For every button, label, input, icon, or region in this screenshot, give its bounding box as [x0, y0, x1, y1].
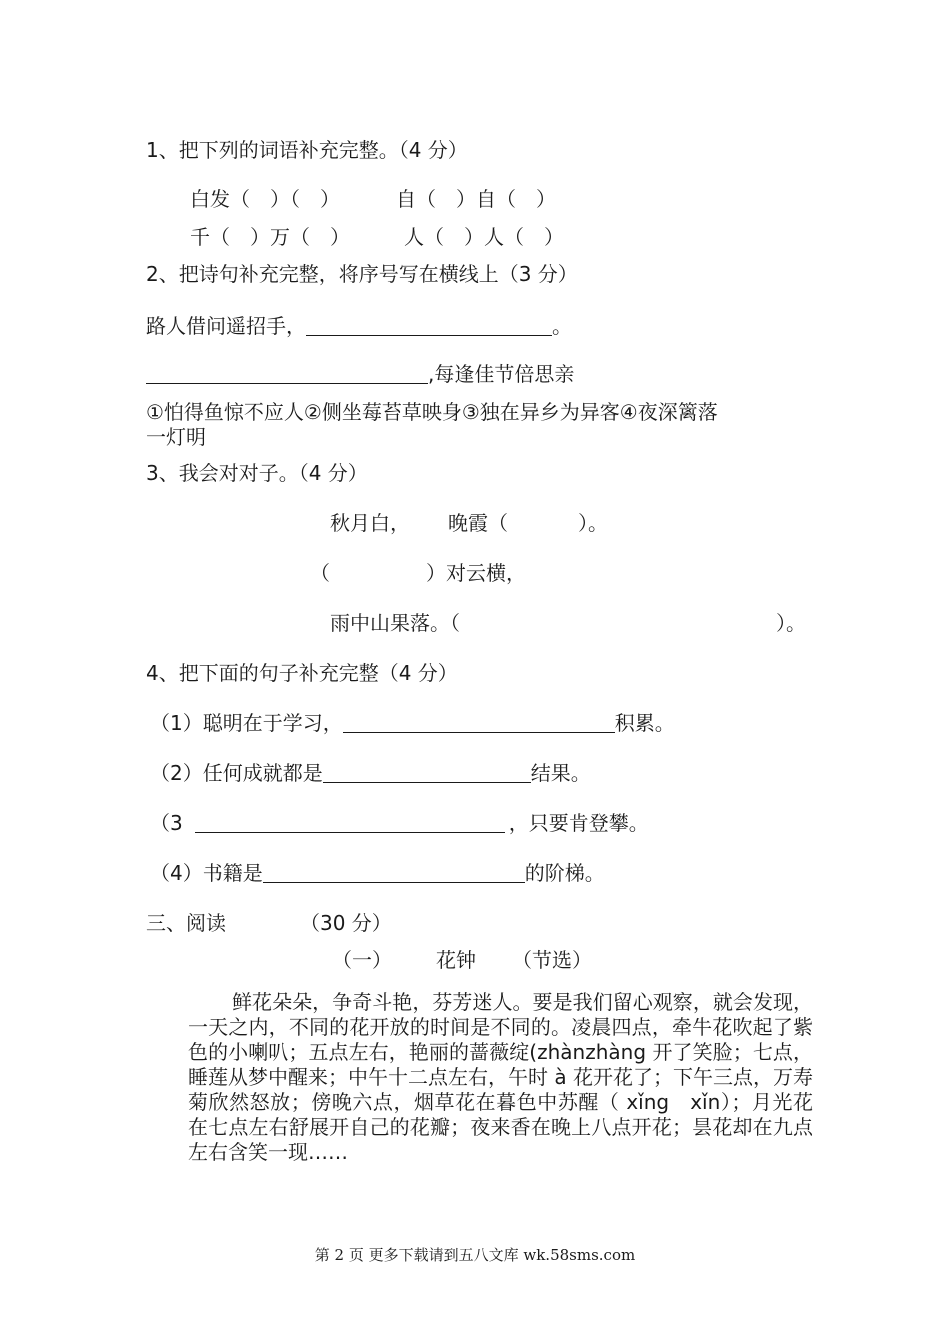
- q2-options-line2: 一灯明: [146, 425, 206, 449]
- q4-s4-a: （4）书籍是: [150, 861, 263, 885]
- q3-pair2-a: （: [310, 561, 330, 585]
- q3-pair1-c: ）。: [578, 511, 608, 535]
- q4-sentence-2: [150, 760, 591, 786]
- q4-sentence-1: [150, 710, 675, 736]
- reading-passage: [188, 990, 813, 1165]
- q2-line1-text: 路人借问遥招手，: [146, 314, 306, 338]
- q4-s1-a: （1）聪明在于学习，: [150, 711, 343, 735]
- answer-blank[interactable]: [146, 363, 428, 384]
- q3-title: 3、我会对对子。（4 分）: [146, 461, 368, 485]
- passage-line: 鲜花朵朵，争奇斗艳，芬芳迷人。要是我们留心观察，就: [232, 990, 733, 1014]
- passage-number: （一）: [332, 948, 392, 972]
- passage-line: zhàng 开了笑脸；七点，睡莲从梦中醒来；中午十二点左右，: [188, 1040, 813, 1089]
- passage-line: 一现……: [268, 1140, 348, 1164]
- q4-s3-a: （3: [150, 811, 183, 835]
- q1-title: 1、把下列的词语补充完整。（4 分）: [146, 138, 468, 162]
- q4-s2-b: 结果。: [530, 761, 591, 785]
- passage-line: 午时 à 花开花了；下午三点，万寿菊欣然怒放；傍晚六点，烟: [188, 1065, 813, 1114]
- q2-line2: [146, 361, 574, 387]
- answer-blank[interactable]: [263, 862, 525, 883]
- q3-pair1-b: 晚霞（: [448, 511, 508, 535]
- q3-pair1-a: 秋月白，: [330, 511, 410, 535]
- q2-line1-end: 。: [552, 314, 572, 338]
- q4-s2-a: （2）任何成就都是: [150, 761, 323, 785]
- answer-blank[interactable]: [323, 762, 531, 783]
- q4-s3-b: ，只要肯登攀。: [508, 811, 649, 835]
- q2-line2-text: ,每逢佳节倍思亲: [428, 362, 575, 386]
- q4-sentence-3: [150, 810, 649, 836]
- reading-title: 三、阅读: [146, 911, 226, 935]
- q4-title: 4、把下面的句子补充完整（4 分）: [146, 661, 458, 685]
- passage-line: 自己的花瓣；夜来香在晚上八点开花；昙花却在九点左右含笑: [188, 1115, 814, 1164]
- q2-line1: [146, 313, 572, 339]
- q3-pair3-b: ）。: [776, 611, 806, 635]
- q2-title: 2、把诗句补充完整，将序号写在横线上（3 分）: [146, 262, 578, 286]
- page-footer: 第 2 页 更多下载请到五八文库 wk.58sms.com: [314, 1246, 636, 1264]
- q4-s4-b: 的阶梯。: [524, 861, 605, 885]
- q3-pair3-a: 雨中山果落。（: [330, 611, 460, 635]
- q1-row2-a: 千（ ）万（ ）: [190, 225, 350, 249]
- answer-blank[interactable]: [195, 812, 505, 833]
- passage-title: 花钟: [436, 948, 476, 972]
- q3-pair2-b: ）对云横，: [426, 561, 526, 585]
- q1-row2-b: 人（ ）人（ ）: [404, 225, 564, 249]
- answer-blank[interactable]: [343, 712, 615, 733]
- q1-row1-a: 白发（ ）（ ）: [190, 187, 340, 211]
- passage-note: （节选）: [512, 948, 592, 972]
- passage-line: 会发现，一天之内，不同的花开放的时间是不同的。凌晨四点，: [188, 990, 814, 1039]
- q2-options-line1: ①怕得鱼惊不应人②侧坐莓苔草映身③独在异乡为异客④夜深篱落: [146, 400, 718, 424]
- q1-row1-b: 自（ ）自（ ）: [396, 187, 556, 211]
- passage-line: 牵牛花吹起了紫色的小喇叭；五点左右，艳丽的蔷薇绽(zhàn: [188, 1015, 814, 1064]
- q4-s1-b: 积累。: [614, 711, 675, 735]
- reading-score: （30 分）: [300, 911, 392, 935]
- q4-sentence-4: [150, 860, 605, 886]
- answer-blank[interactable]: [306, 315, 552, 336]
- passage-line: 草花在暮色中苏醒（ xǐng xǐn）；月光花在七点左右舒展开: [188, 1090, 813, 1139]
